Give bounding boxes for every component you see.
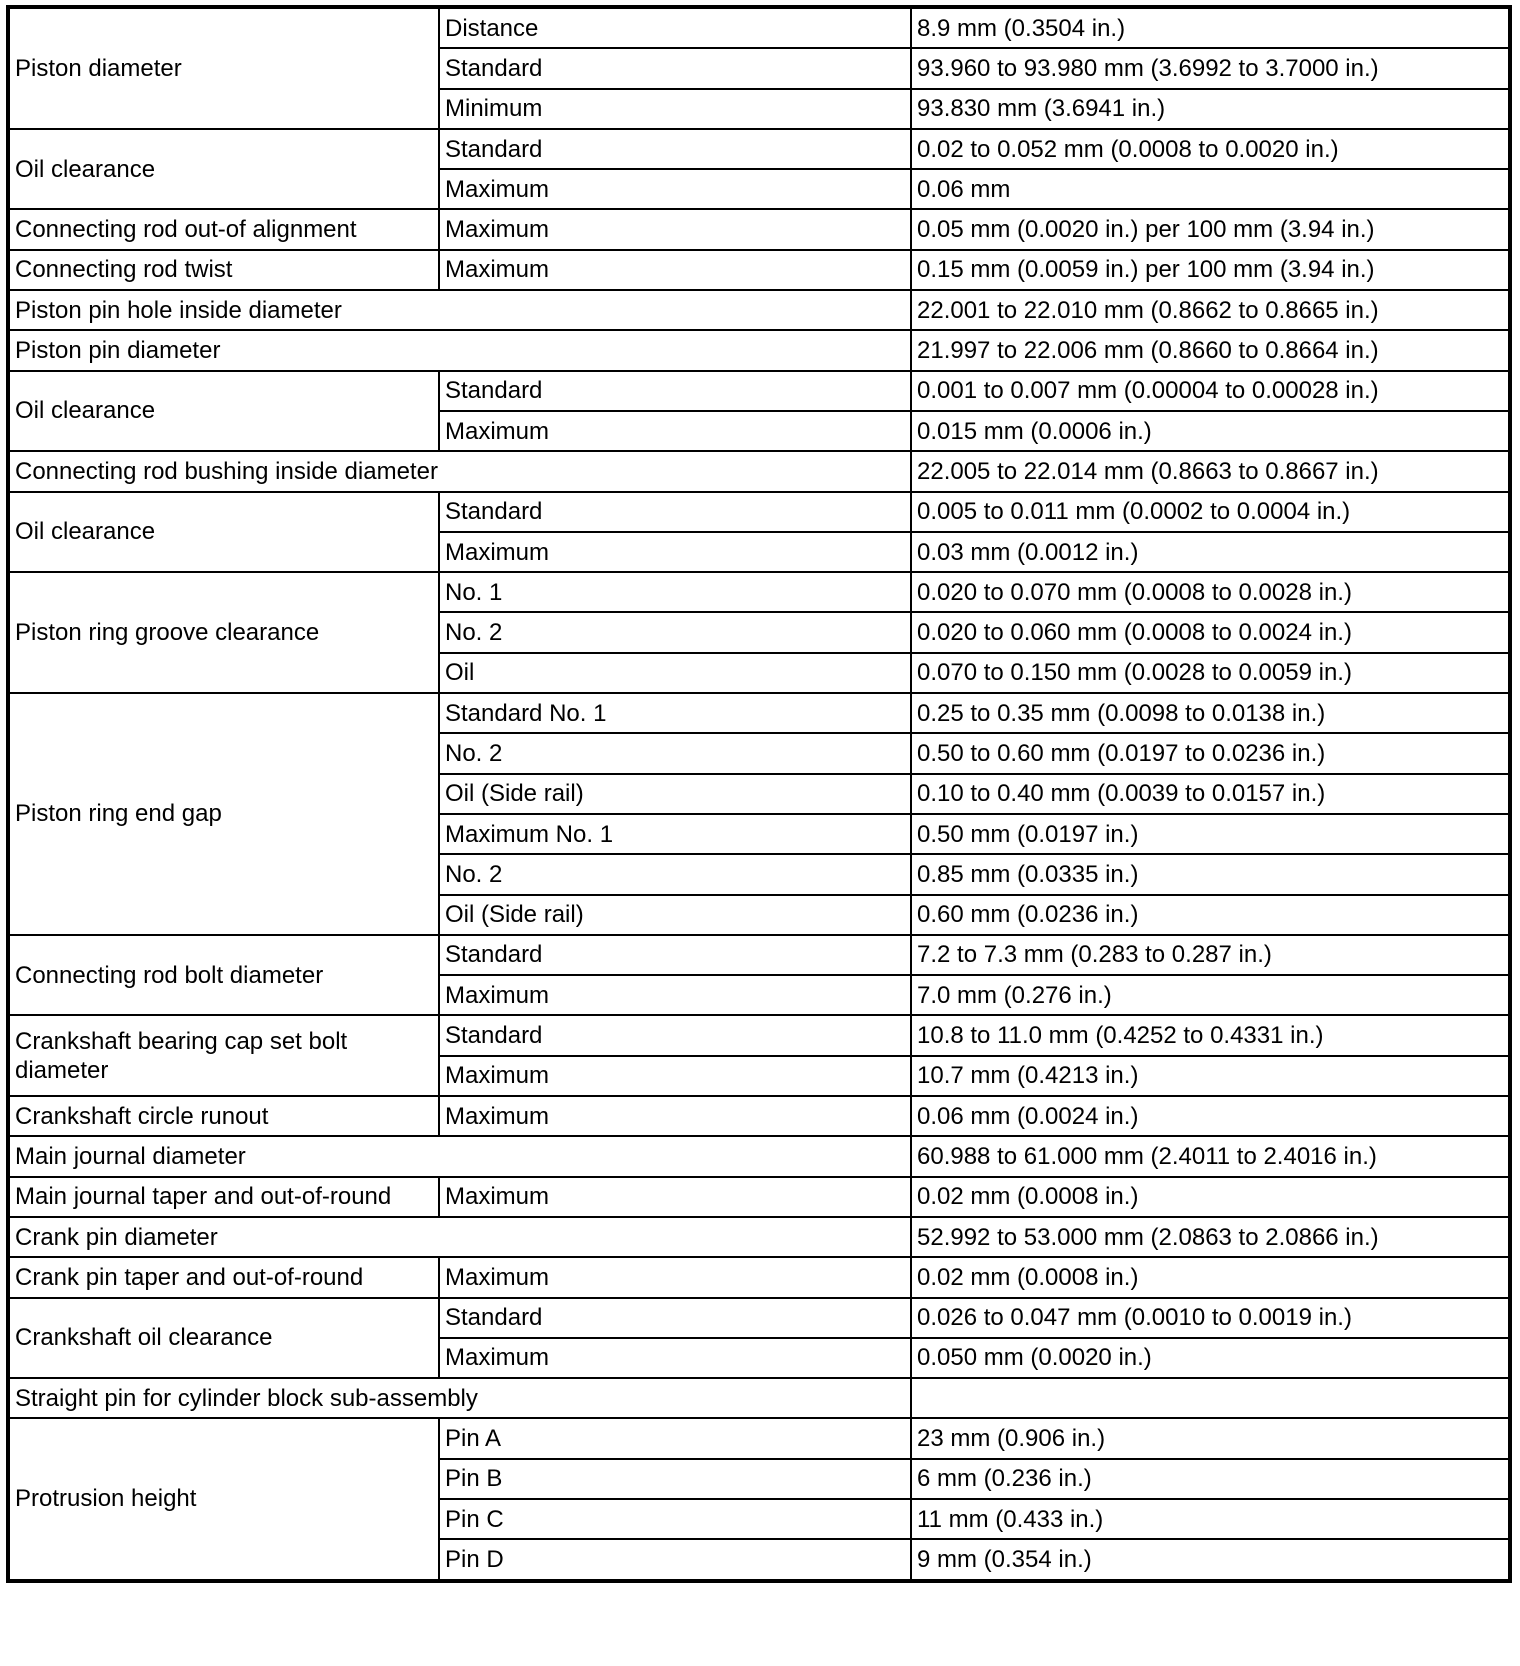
condition-cell: Standard [439, 492, 911, 532]
condition-cell: Standard [439, 371, 911, 411]
table-row [8, 1096, 1510, 1136]
item-cell: Main journal diameter [8, 1136, 911, 1176]
value-cell: 0.070 to 0.150 mm (0.0028 to 0.0059 in.) [911, 653, 1510, 693]
condition-cell: Minimum [439, 89, 911, 129]
item-cell: Crankshaft bearing cap set bolt diameter [8, 1015, 439, 1096]
table-row [8, 7, 1510, 48]
table-row [8, 1418, 1510, 1458]
value-cell: 0.06 mm (0.0024 in.) [911, 1096, 1510, 1136]
condition-cell: No. 2 [439, 612, 911, 652]
condition-cell: No. 1 [439, 572, 911, 612]
condition-cell: Maximum [439, 1096, 911, 1136]
item-cell: Piston diameter [8, 7, 439, 129]
table-row [8, 1177, 1510, 1217]
item-cell: Connecting rod twist [8, 250, 439, 290]
item-cell: Main journal taper and out-of-round [8, 1177, 439, 1217]
item-cell: Piston pin diameter [8, 330, 911, 370]
condition-cell: No. 2 [439, 854, 911, 894]
item-cell: Crank pin taper and out-of-round [8, 1257, 439, 1297]
value-cell: 23 mm (0.906 in.) [911, 1418, 1510, 1458]
value-cell: 0.50 mm (0.0197 in.) [911, 814, 1510, 854]
value-cell: 7.0 mm (0.276 in.) [911, 975, 1510, 1015]
item-cell: Straight pin for cylinder block sub-assembly [8, 1378, 911, 1418]
table-row [8, 935, 1510, 975]
condition-cell: Maximum [439, 169, 911, 209]
condition-cell: Maximum [439, 975, 911, 1015]
item-cell: Protrusion height [8, 1418, 439, 1580]
value-cell: 10.8 to 11.0 mm (0.4252 to 0.4331 in.) [911, 1015, 1510, 1055]
value-cell: 21.997 to 22.006 mm (0.8660 to 0.8664 in.) [911, 330, 1510, 370]
condition-cell: Pin B [439, 1459, 911, 1499]
table-row [8, 1378, 1510, 1418]
item-cell: Connecting rod out-of alignment [8, 209, 439, 249]
condition-cell: Standard No. 1 [439, 693, 911, 733]
table-row [8, 1015, 1510, 1055]
value-cell: 0.06 mm [911, 169, 1510, 209]
item-cell: Crank pin diameter [8, 1217, 911, 1257]
value-cell: 0.02 to 0.052 mm (0.0008 to 0.0020 in.) [911, 129, 1510, 169]
table-row [8, 1136, 1510, 1176]
item-cell: Oil clearance [8, 371, 439, 452]
value-cell: 0.015 mm (0.0006 in.) [911, 411, 1510, 451]
value-cell: 93.960 to 93.980 mm (3.6992 to 3.7000 in.) [911, 48, 1510, 88]
value-cell: 0.25 to 0.35 mm (0.0098 to 0.0138 in.) [911, 693, 1510, 733]
table-row [8, 693, 1510, 733]
value-cell: 7.2 to 7.3 mm (0.283 to 0.287 in.) [911, 935, 1510, 975]
condition-cell: Maximum [439, 532, 911, 572]
condition-cell: Oil [439, 653, 911, 693]
item-cell: Crankshaft circle runout [8, 1096, 439, 1136]
value-cell: 10.7 mm (0.4213 in.) [911, 1056, 1510, 1096]
condition-cell: Pin A [439, 1418, 911, 1458]
condition-cell: Maximum [439, 1177, 911, 1217]
value-cell [911, 1378, 1510, 1418]
condition-cell: Maximum [439, 209, 911, 249]
condition-cell: Maximum [439, 1338, 911, 1378]
value-cell: 22.001 to 22.010 mm (0.8662 to 0.8665 in.) [911, 290, 1510, 330]
value-cell: 0.50 to 0.60 mm (0.0197 to 0.0236 in.) [911, 733, 1510, 773]
condition-cell: Distance [439, 7, 911, 48]
spec-table [6, 5, 1512, 1583]
value-cell: 0.85 mm (0.0335 in.) [911, 854, 1510, 894]
value-cell: 0.050 mm (0.0020 in.) [911, 1338, 1510, 1378]
condition-cell: Maximum No. 1 [439, 814, 911, 854]
value-cell: 11 mm (0.433 in.) [911, 1499, 1510, 1539]
condition-cell: Maximum [439, 1257, 911, 1297]
item-cell: Crankshaft oil clearance [8, 1298, 439, 1379]
value-cell: 0.05 mm (0.0020 in.) per 100 mm (3.94 in.) [911, 209, 1510, 249]
value-cell: 0.026 to 0.047 mm (0.0010 to 0.0019 in.) [911, 1298, 1510, 1338]
value-cell: 0.10 to 0.40 mm (0.0039 to 0.0157 in.) [911, 774, 1510, 814]
item-cell: Connecting rod bushing inside diameter [8, 451, 911, 491]
value-cell: 6 mm (0.236 in.) [911, 1459, 1510, 1499]
value-cell: 93.830 mm (3.6941 in.) [911, 89, 1510, 129]
condition-cell: Maximum [439, 1056, 911, 1096]
item-cell: Oil clearance [8, 129, 439, 210]
value-cell: 0.60 mm (0.0236 in.) [911, 895, 1510, 935]
table-row [8, 371, 1510, 411]
condition-cell: No. 2 [439, 733, 911, 773]
condition-cell: Pin C [439, 1499, 911, 1539]
table-row [8, 1217, 1510, 1257]
table-row [8, 492, 1510, 532]
value-cell: 0.005 to 0.011 mm (0.0002 to 0.0004 in.) [911, 492, 1510, 532]
value-cell: 22.005 to 22.014 mm (0.8663 to 0.8667 in.) [911, 451, 1510, 491]
item-cell: Piston ring groove clearance [8, 572, 439, 693]
table-row [8, 209, 1510, 249]
item-cell: Piston ring end gap [8, 693, 439, 935]
condition-cell: Standard [439, 1015, 911, 1055]
value-cell: 8.9 mm (0.3504 in.) [911, 7, 1510, 48]
condition-cell: Standard [439, 48, 911, 88]
condition-cell: Standard [439, 129, 911, 169]
table-row [8, 250, 1510, 290]
value-cell: 0.15 mm (0.0059 in.) per 100 mm (3.94 in.) [911, 250, 1510, 290]
value-cell: 0.03 mm (0.0012 in.) [911, 532, 1510, 572]
value-cell: 0.020 to 0.070 mm (0.0008 to 0.0028 in.) [911, 572, 1510, 612]
condition-cell: Standard [439, 935, 911, 975]
item-cell: Oil clearance [8, 492, 439, 573]
value-cell: 9 mm (0.354 in.) [911, 1539, 1510, 1580]
value-cell: 0.02 mm (0.0008 in.) [911, 1257, 1510, 1297]
value-cell: 0.020 to 0.060 mm (0.0008 to 0.0024 in.) [911, 612, 1510, 652]
condition-cell: Maximum [439, 411, 911, 451]
value-cell: 0.001 to 0.007 mm (0.00004 to 0.00028 in.) [911, 371, 1510, 411]
table-row [8, 330, 1510, 370]
table-row [8, 451, 1510, 491]
table-row [8, 1257, 1510, 1297]
condition-cell: Oil (Side rail) [439, 895, 911, 935]
table-row [8, 572, 1510, 612]
condition-cell: Maximum [439, 250, 911, 290]
condition-cell: Oil (Side rail) [439, 774, 911, 814]
value-cell: 52.992 to 53.000 mm (2.0863 to 2.0866 in.) [911, 1217, 1510, 1257]
item-cell: Piston pin hole inside diameter [8, 290, 911, 330]
condition-cell: Standard [439, 1298, 911, 1338]
item-cell: Connecting rod bolt diameter [8, 935, 439, 1016]
table-row [8, 1298, 1510, 1338]
condition-cell: Pin D [439, 1539, 911, 1580]
table-row [8, 129, 1510, 169]
value-cell: 0.02 mm (0.0008 in.) [911, 1177, 1510, 1217]
value-cell: 60.988 to 61.000 mm (2.4011 to 2.4016 in.) [911, 1136, 1510, 1176]
table-row [8, 290, 1510, 330]
